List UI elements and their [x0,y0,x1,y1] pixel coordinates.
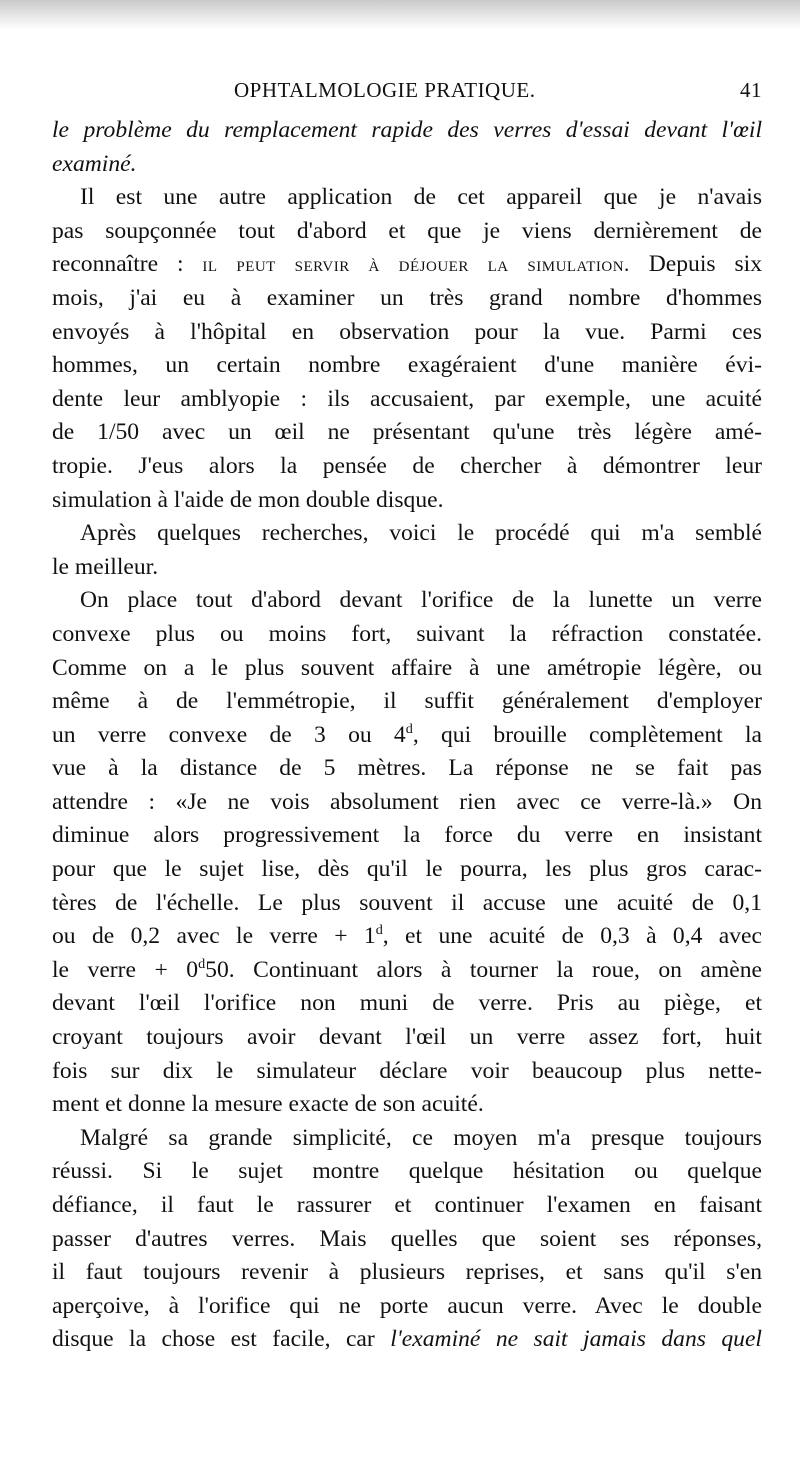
text-line [52,1290,762,1324]
text-segment: mois, j'ai eu à examiner un très grand nombre d'hommes [52,284,762,311]
text-segment: convexe plus ou moins fort, suivant la réfraction constatée. [52,620,762,647]
text-line [52,316,762,350]
text-segment: dente leur amblyopie : ils accusaient, par exemple, une acuité [52,385,762,412]
text-segment: ment et donne la mesure exacte de son acuité. [52,1091,484,1118]
text-line [52,1021,762,1055]
text-segment: attendre : «Je ne vois absolument rien avec ce verre-là.» On [52,788,762,815]
page-header [52,74,762,114]
text-line [52,584,762,618]
text-line [52,181,762,215]
text-line [52,383,762,417]
text-line [52,987,762,1021]
text-segment: défiance, il faut le rassurer et continuer l'examen en faisant [52,1192,762,1218]
text-line [52,887,762,921]
text-segment: vue à la distance de 5 mètres. La réponse ne se fait pas [52,755,762,782]
text-line [52,1055,762,1089]
text-line [52,1256,762,1290]
text-segment: , et une acuité de 0,3 à 0,4 avec [382,923,762,950]
text-segment: de 1/50 avec un œil ne présentant qu'une très légère amé- [52,419,762,446]
text-segment: pour que le sujet lise, dès qu'il le pourra, les plus gros carac- [52,856,762,883]
text-segment: fois sur dix le simulateur déclare voir beaucoup plus nette- [52,1057,762,1084]
text-segment: d [405,720,413,737]
text-line [52,618,762,652]
text-segment: l'examiné ne sait jamais dans quel [390,1326,762,1353]
text-segment: envoyés à l'hôpital en observation pour la vue. Parmi ces [52,318,762,345]
text-segment: ou de 0,2 avec le verre + 1 [52,923,376,950]
text-segment: il peut servir à déjouer la simulation. [202,252,630,277]
text-line [52,752,762,786]
text-segment: pas soupçonnée tout d'abord et que je viens dernièrement de [52,217,762,244]
text-line [52,148,762,182]
text-segment: d [198,955,206,972]
text-segment: Comme on a le plus souvent affaire à une amétropie légère, ou [52,654,762,681]
page-number: 41 [740,78,762,102]
scan-top-edge [0,0,800,30]
text-line [52,719,762,753]
text-segment: aperçoive, à l'orifice qui ne porte aucun verre. Avec le double [52,1292,762,1319]
text-segment: le meilleur. [52,553,159,580]
text-segment: tropie. J'eus alors la pensée de chercher à démontrer leur [52,452,762,479]
book-page [52,74,762,1357]
text-segment: Il est une autre application de cet appareil que je n'avais [80,184,762,211]
text-line [52,652,762,686]
text-segment: croyant toujours avoir devant l'œil un verre assez fort, huit [52,1024,762,1051]
text-segment: hommes, un certain nombre exagéraient d'une manière évi- [52,352,762,379]
text-line [52,450,762,484]
text-line [52,349,762,383]
text-line [52,517,762,551]
text-segment: un verre convexe de 3 ou 4 [52,721,406,748]
text-line [52,1088,762,1122]
text-line [52,215,762,249]
text-segment: réussi. Si le sujet montre quelque hésitation ou quelque [52,1158,762,1185]
text-segment: Après quelques recherches, voici le procédé qui m'a semblé [80,520,762,547]
text-line [52,114,762,148]
text-segment: Malgré sa grande simplicité, ce moyen m'a presque toujours [80,1124,762,1151]
text-line [52,786,762,820]
text-line [52,1122,762,1156]
text-line [52,1323,762,1357]
text-line [52,819,762,853]
text-segment: passer d'autres verres. Mais quelles que soient ses réponses, [52,1225,762,1252]
text-segment: d [375,922,383,939]
text-segment: 50. Continuant alors à tourner la roue, on amène [205,956,763,983]
text-line [52,484,762,518]
text-line [52,1223,762,1257]
text-segment: Depuis six [629,251,762,278]
text-line [52,1189,762,1223]
text-line [52,685,762,719]
text-line [52,248,762,282]
text-segment: même à de l'emmétropie, il suffit généralement d'employer [52,688,762,715]
text-segment: simulation à l'aide de mon double disque. [52,486,444,513]
text-segment: disque la chose est facile, car [52,1326,391,1353]
text-line [52,416,762,450]
text-segment: le problème du remplacement rapide des verres d'essai devant l'œil [52,117,762,143]
text-segment: tères de l'échelle. Le plus souvent il accuse une acuité de 0,1 [52,889,762,916]
text-line [52,954,762,988]
text-segment: , qui brouille complètement la [412,721,763,748]
text-segment: diminue alors progressivement la force du verre en insistant [52,822,762,849]
text-segment: il faut toujours revenir à plusieurs reprises, et sans qu'il s'en [52,1259,762,1286]
text-line [52,551,762,585]
text-segment: le verre + 0 [52,956,199,983]
text-segment: reconnaître : [52,251,203,278]
text-line [52,920,762,954]
running-head: OPHTALMOLOGIE PRATIQUE. [234,78,536,102]
text-segment: On place tout d'abord devant l'orifice de la lunette un verre [80,587,762,614]
text-segment: examiné. [52,150,137,177]
text-line [52,1155,762,1189]
text-line [52,282,762,316]
body-text [52,114,762,1357]
text-line [52,853,762,887]
text-segment: devant l'œil l'orifice non muni de verre. Pris au piège, et [52,990,762,1017]
